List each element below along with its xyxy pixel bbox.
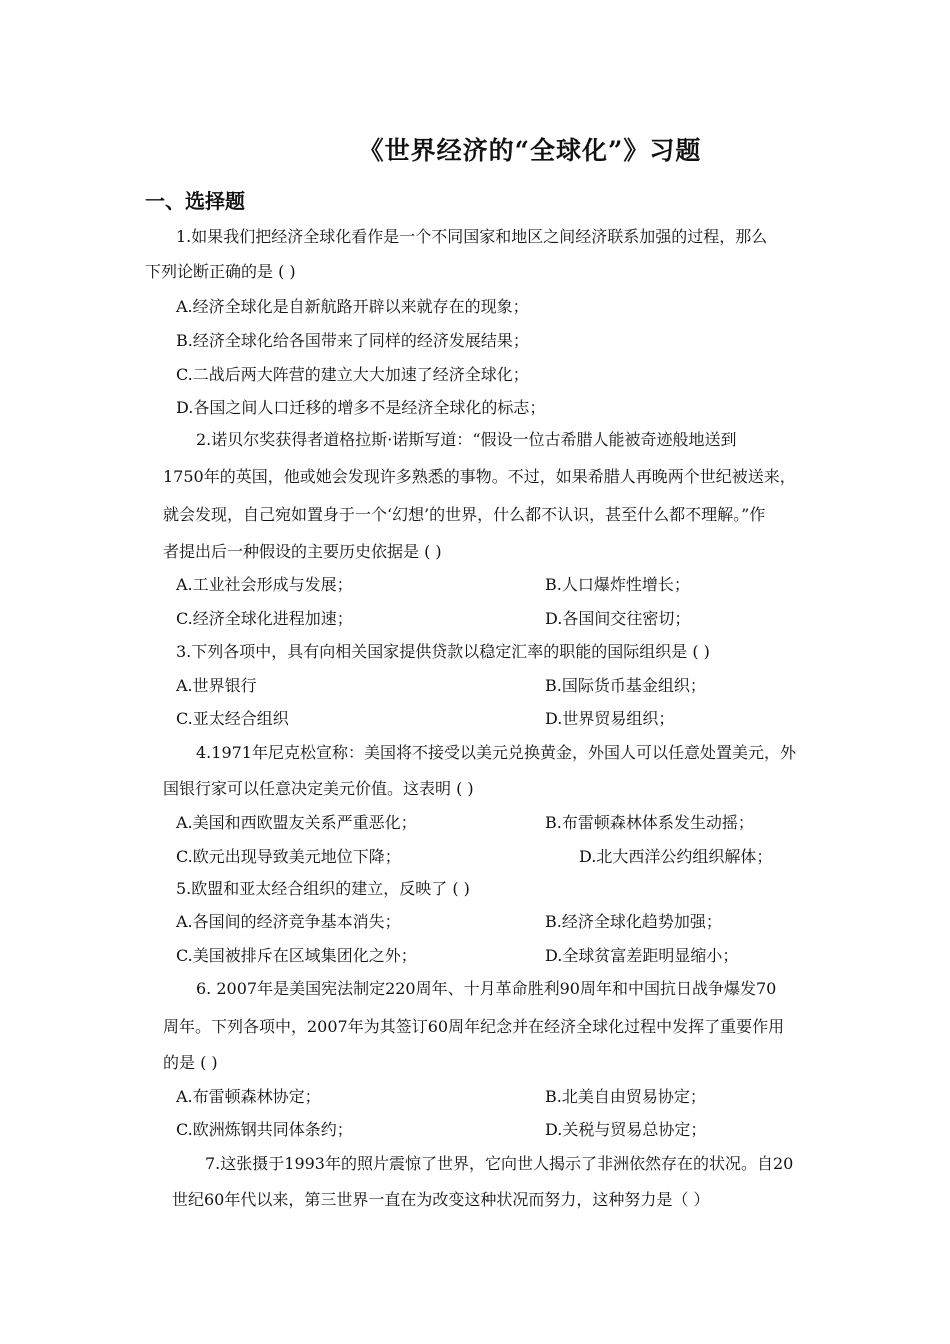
question-4-option-d: D.北大西洋公约组织解体； — [579, 847, 773, 866]
question-1-option-b: B.经济全球化给各国带来了同样的经济发展结果； — [176, 331, 529, 350]
question-2-line-1: 2.诺贝尔奖获得者道格拉斯·诺斯写道：“假设一位古希腊人能被奇迹般地送到 — [196, 430, 737, 449]
question-1-option-a: A.经济全球化是自新航路开辟以来就存在的现象； — [176, 297, 529, 316]
question-2-option-b: B.人口爆炸性增长； — [545, 575, 690, 594]
question-7-line-1: 7.这张摄于1993年的照片震惊了世界，它向世人揭示了非洲依然存在的状况。自20 — [205, 1154, 794, 1173]
question-2-line-2: 1750年的英国，他或她会发现许多熟悉的事物。不过，如果希腊人再晚两个世纪被送来， — [163, 467, 796, 486]
question-3-option-c: C.亚太经合组织 — [176, 709, 289, 728]
question-2-option-c: C.经济全球化进程加速； — [176, 609, 353, 628]
question-7-line-2: 世纪60年代以来，第三世界一直在为改变这种状况而努力，这种努力是（ ） — [172, 1190, 710, 1209]
question-6-line-3: 的是 ( ) — [163, 1053, 218, 1072]
question-3-option-d: D.世界贸易组织； — [545, 709, 675, 728]
question-6-option-b: B.北美自由贸易协定； — [545, 1087, 706, 1106]
question-6-option-d: D.关税与贸易总协定； — [545, 1120, 707, 1139]
question-1-option-d: D.各国之间人口迁移的增多不是经济全球化的标志； — [176, 398, 546, 417]
section-heading: 一、选择题 — [145, 189, 245, 213]
question-5-option-a: A.各国间的经济竞争基本消失； — [176, 912, 401, 931]
question-2-option-d: D.各国间交往密切； — [545, 609, 691, 628]
question-6-option-a: A.布雷顿森林协定； — [176, 1087, 321, 1106]
question-3-line-1: 3.下列各项中，具有向相关国家提供贷款以稳定汇率的职能的国际组织是 ( ) — [176, 642, 710, 661]
question-2-option-a: A.工业社会形成与发展； — [176, 575, 353, 594]
question-2-line-4: 者提出后一种假设的主要历史依据是 ( ) — [163, 542, 442, 561]
question-4-option-a: A.美国和西欧盟友关系严重恶化； — [176, 813, 417, 832]
question-3-option-a: A.世界银行 — [176, 676, 257, 695]
question-4-line-2: 国银行家可以任意决定美元价值。这表明 ( ) — [163, 779, 474, 798]
question-4-option-b: B.布雷顿森林体系发生动摇； — [545, 813, 754, 832]
question-6-line-2: 周年。下列各项中，2007年为其签订60周年纪念并在经济全球化过程中发挥了重要作用 — [163, 1017, 785, 1036]
question-1-line-1: 1.如果我们把经济全球化看作是一个不同国家和地区之间经济联系加强的过程，那么 — [176, 227, 768, 246]
question-5-option-d: D.全球贫富差距明显缩小； — [545, 946, 739, 965]
question-2-line-3: 就会发现，自己宛如置身于一个‘幻想’的世界，什么都不认识，甚至什么都不理解。”作 — [163, 505, 766, 524]
question-4-line-1: 4.1971年尼克松宣称：美国将不接受以美元兑换黄金，外国人可以任意处置美元，外 — [196, 743, 796, 762]
question-6-option-c: C.欧洲炼钢共同体条约； — [176, 1120, 353, 1139]
question-5-option-b: B.经济全球化趋势加强； — [545, 912, 722, 931]
question-5-line-1: 5.欧盟和亚太经合组织的建立，反映了 ( ) — [176, 879, 470, 898]
question-5-option-c: C.美国被排斥在区域集团化之外； — [176, 946, 417, 965]
question-6-line-1: 6. 2007年是美国宪法制定220周年、十月革命胜利90周年和中国抗日战争爆发70 — [196, 979, 777, 998]
question-3-option-b: B.国际货币基金组织； — [545, 676, 706, 695]
page-title: 《世界经济的“全球化”》习题 — [358, 136, 702, 165]
question-4-option-c: C.欧元出现导致美元地位下降； — [176, 847, 401, 866]
question-1-option-c: C.二战后两大阵营的建立大大加速了经济全球化； — [176, 365, 529, 384]
question-1-line-2: 下列论断正确的是 ( ) — [145, 262, 296, 281]
